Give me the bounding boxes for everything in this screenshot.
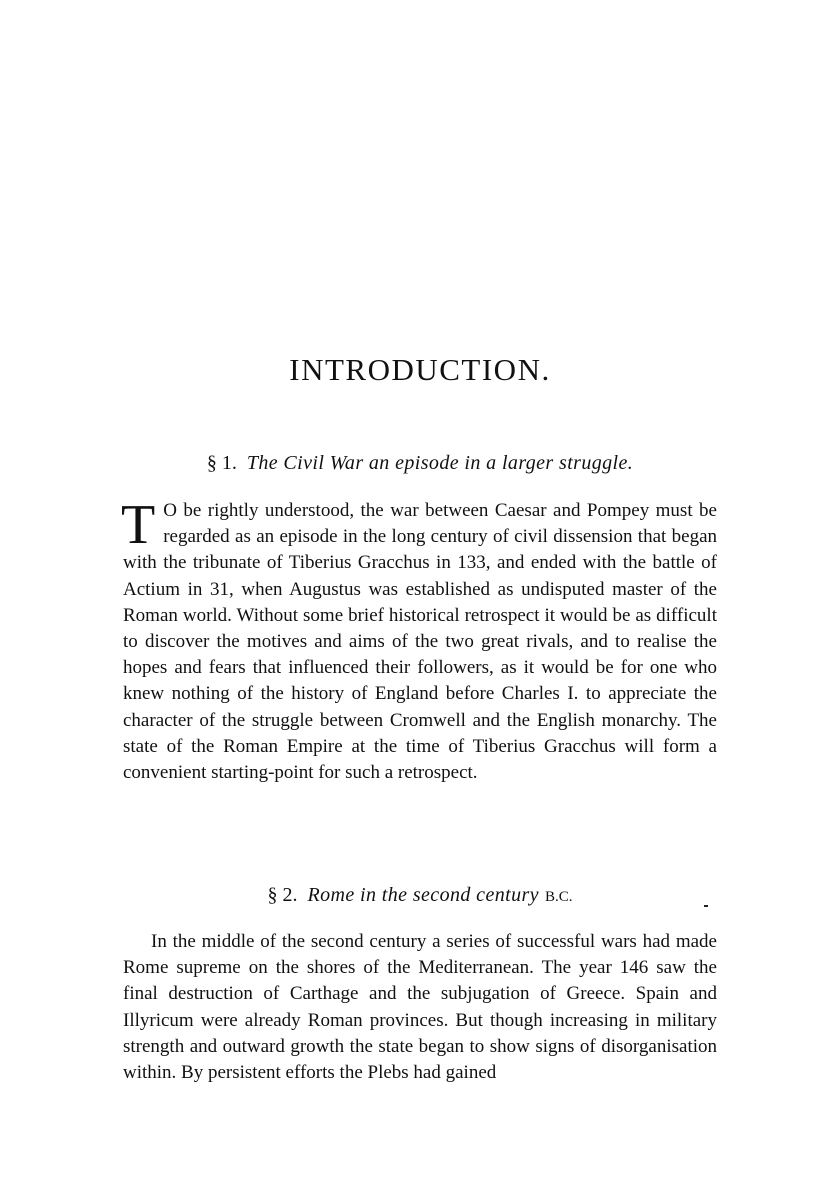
section-1-paragraph-text: O be rightly understood, the war between Caesar and Pompey must be regarded as an episode in the long century of civil dissension that began with the tribunate of Tiberius Gracchus in 133, and ended with the battle of Actium in 31, when Augustus was established as undisputed master of the Roman world. Without some brief historical retrospect it would be as difficult to discover the motives and aims of the two great rivals, and to realise the hopes and fears that influenced their followers, as it would be for one who knew nothing of the history of England before Charles I. to appreciate the character of the struggle between Cromwell and the English monarchy. The state of the Roman Empire at the time of Tiberius Gracchus will form a convenient starting-point for such a retrospect.	[123, 500, 717, 784]
page-title: INTRODUCTION.	[289, 352, 551, 387]
section-2-era-suffix: B.C.	[544, 889, 573, 905]
drop-cap: T	[121, 494, 156, 556]
stray-ink-mark	[704, 905, 708, 907]
section-2-number: § 2.	[267, 884, 298, 906]
section-2-heading	[0, 884, 840, 907]
section-1-number: § 1.	[206, 452, 237, 474]
section-2-title: Rome in the second century	[307, 884, 539, 906]
section-1-title: The Civil War an episode in a larger struggle.	[246, 452, 634, 474]
section-1-heading	[0, 452, 840, 475]
section-1-paragraph	[121, 494, 717, 786]
section-2-paragraph: In the middle of the second century a series of successful wars had made Rome supreme on the shores of the Mediterranean. The year 146 saw the final destruction of Carthage and the subjugation of Greece. Spain and Illyricum were already Roman provinces. But though increasing in military strength and outward growth the state began to show signs of disorganisation within. By persistent efforts the Plebs had gained	[123, 931, 717, 1084]
